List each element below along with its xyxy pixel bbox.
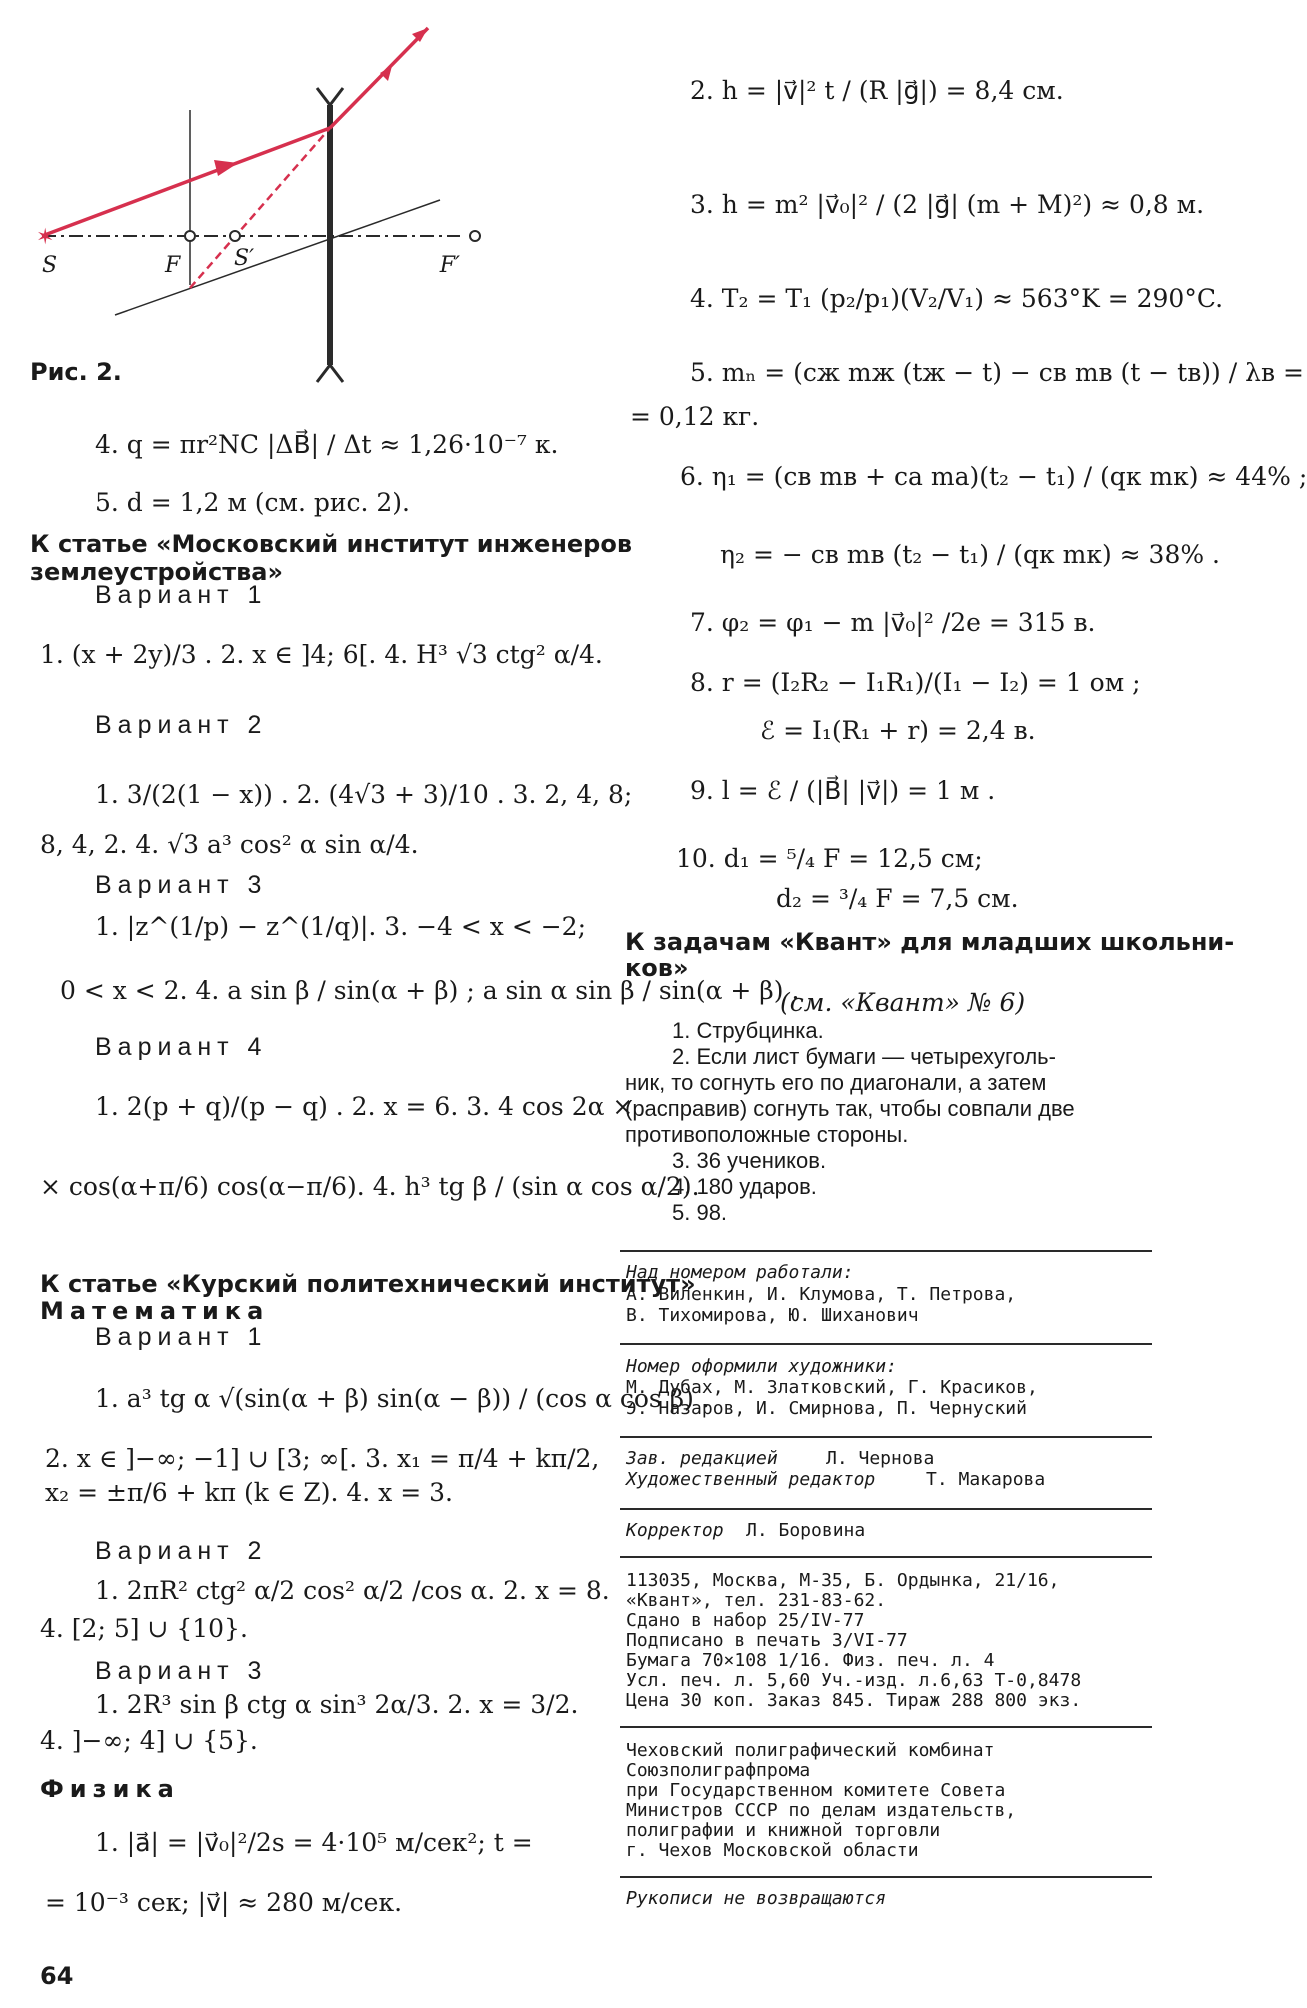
point-f bbox=[185, 231, 195, 241]
imprint-line-6: Усл. печ. л. 5,60 Уч.-изд. л.6,63 Т-0,8478 bbox=[626, 1670, 1082, 1691]
kvant-answer-3: 3. 36 учеников. bbox=[672, 1148, 827, 1173]
article-1-title-line-2: землеустройства» bbox=[30, 558, 283, 586]
kvant-answer-2-line-2: ник, то согнуть его по диагонали, а затем bbox=[625, 1070, 1047, 1095]
answer-r4: 4. T₂ = T₁ (p₂/p₁)(V₂/V₁) ≈ 563°K = 290°C. bbox=[690, 284, 1224, 313]
variant-2-line-2: 8, 4, 2. 4. √3 a³ cos² α sin α/4. bbox=[40, 830, 419, 859]
staff-line-2: В. Тихомирова, Ю. Шиханович bbox=[626, 1305, 919, 1326]
editor-2-role: Художественный редактор bbox=[626, 1469, 876, 1490]
incident-ray bbox=[42, 128, 330, 236]
answer-4: 4. q = πr²NC |ΔB⃗| / Δt ≈ 1,26·10⁻⁷ к. bbox=[95, 430, 559, 459]
printer-line-4: Министров СССР по делам издательств, bbox=[626, 1800, 1017, 1821]
refracted-arrow-head bbox=[380, 66, 392, 81]
variant-3-line-1: 1. |z^(1/p) − z^(1/q)|. 3. −4 < x < −2; bbox=[95, 912, 587, 941]
artists-line-1: М. Дубах, М. Златковский, Г. Красиков, bbox=[626, 1377, 1038, 1398]
variant-3-line-2: 0 < x < 2. 4. a sin β / sin(α + β) ; a sin α sin β / sin(α + β) . bbox=[60, 976, 800, 1005]
point-s-prime bbox=[230, 231, 240, 241]
divider-1 bbox=[620, 1250, 1152, 1252]
imprint-line-2: «Квант», тел. 231-83-62. bbox=[626, 1590, 887, 1611]
label-s: S bbox=[42, 253, 58, 278]
answer-r10-line-1: 10. d₁ = ⁵/₄ F = 12,5 см; bbox=[676, 844, 983, 873]
variant-4-line-1: 1. 2(p + q)/(p − q) . 2. x = 6. 3. 4 cos 2α × bbox=[95, 1092, 634, 1121]
label-s-prime: S′ bbox=[234, 246, 255, 271]
imprint-line-7: Цена 30 коп. Заказ 845. Тираж 288 800 экз. bbox=[626, 1690, 1082, 1711]
section-physics: Физика bbox=[40, 1775, 180, 1803]
figure-lines bbox=[42, 88, 460, 382]
divider-4 bbox=[620, 1508, 1152, 1510]
printer-line-1: Чеховский полиграфический комбинат bbox=[626, 1740, 995, 1761]
article-1-title-line-1: К статье «Московский институт инженеров bbox=[30, 530, 633, 558]
answer-r5-line-1: 5. mₙ = (cж mж (tж − t) − cв mв (t − tв)) / λв = bbox=[690, 358, 1304, 387]
variant-1-label: Вариант 1 bbox=[95, 581, 268, 609]
printer-line-2: Союзполиграфпрома bbox=[626, 1760, 811, 1781]
answer-r2: 2. h = |v⃗|² t / (R |g⃗|) = 8,4 см. bbox=[690, 76, 1064, 105]
imprint-line-5: Бумага 70×108 1/16. Физ. печ. л. 4 bbox=[626, 1650, 995, 1671]
kursk-variant-3-line-2: 4. ]−∞; 4] ∪ {5}. bbox=[40, 1726, 258, 1755]
kvant-answer-2-line-4: противоположные стороны. bbox=[625, 1122, 909, 1147]
physics-line-1: 1. |a⃗| = |v⃗₀|²/2s = 4·10⁵ м/сек²; t = bbox=[95, 1828, 533, 1857]
kursk-variant-3-line-1: 1. 2R³ sin β ctg α sin³ 2α/3. 2. x = 3/2. bbox=[95, 1690, 579, 1719]
corrector-name: Л. Боровина bbox=[746, 1520, 866, 1541]
variant-2-line-1: 1. 3/(2(1 − x)) . 2. (4√3 + 3)/10 . 3. 2, 4, 8; bbox=[95, 780, 633, 809]
lens-bottom-arrow bbox=[317, 365, 343, 382]
physics-line-2: = 10⁻³ сек; |v⃗| ≈ 280 м/сек. bbox=[45, 1888, 403, 1917]
section-math: Математика bbox=[40, 1297, 270, 1325]
variant-4-label: Вариант 4 bbox=[95, 1033, 268, 1061]
kursk-variant-3-label: Вариант 3 bbox=[95, 1657, 268, 1685]
kvant-title-line-2: ков» bbox=[625, 954, 689, 982]
figure-caption: Рис. 2. bbox=[30, 358, 122, 386]
answer-r8-line-1: 8. r = (I₂R₂ − I₁R₁)/(I₁ − I₂) = 1 ом ; bbox=[690, 668, 1141, 697]
answer-r6-line-1: 6. η₁ = (cв mв + cа mа)(t₂ − t₁) / (qк mк) ≈ 44% ; bbox=[680, 462, 1307, 491]
answer-r5-line-2: = 0,12 кг. bbox=[630, 402, 760, 431]
artists-line-2: Э. Назаров, И. Смирнова, П. Чернуский bbox=[626, 1398, 1027, 1419]
page-number: 64 bbox=[40, 1962, 74, 1990]
kvant-answer-4: 4. 180 ударов. bbox=[672, 1174, 817, 1199]
answer-r8-line-2: ℰ = I₁(R₁ + r) = 2,4 в. bbox=[760, 716, 1036, 745]
answer-r9: 9. l = ℰ / (|B⃗| |v⃗|) = 1 м . bbox=[690, 776, 996, 805]
kursk-variant-1-line-2: 2. x ∈ ]−∞; −1] ∪ [3; ∞[. 3. x₁ = π/4 + kπ/2, bbox=[45, 1444, 600, 1473]
kursk-variant-2-label: Вариант 2 bbox=[95, 1537, 268, 1565]
answer-r3: 3. h = m² |v⃗₀|² / (2 |g⃗| (m + M)²) ≈ 0,8 м. bbox=[690, 190, 1205, 219]
label-f: F bbox=[165, 253, 181, 278]
printer-line-5: полиграфии и книжной торговли bbox=[626, 1820, 941, 1841]
source-star-icon: ✶ bbox=[36, 225, 55, 250]
editor-1-name: Л. Чернова bbox=[826, 1448, 935, 1469]
optics-figure bbox=[20, 10, 460, 380]
editor-2-name: Т. Макарова bbox=[926, 1469, 1046, 1490]
variant-3-label: Вариант 3 bbox=[95, 871, 268, 899]
answer-r10-line-2: d₂ = ³/₄ F = 7,5 см. bbox=[776, 884, 1019, 913]
answer-r7: 7. φ₂ = φ₁ − m |v⃗₀|² /2e = 315 в. bbox=[690, 608, 1096, 637]
imprint-line-1: 113035, Москва, М-35, Б. Ордынка, 21/16, bbox=[626, 1570, 1060, 1591]
divider-5 bbox=[620, 1556, 1152, 1558]
staff-line-1: А. Виленкин, И. Клумова, Т. Петрова, bbox=[626, 1284, 1017, 1305]
kvant-answer-2-line-1: 2. Если лист бумаги — четырехуголь- bbox=[672, 1044, 1056, 1069]
divider-3 bbox=[620, 1436, 1152, 1438]
article-2-title: К статье «Курский политехнический институт» bbox=[40, 1270, 696, 1298]
staff-title: Над номером работали: bbox=[626, 1262, 854, 1283]
label-f-prime: F′ bbox=[439, 253, 460, 278]
kursk-variant-1-line-1: 1. a³ tg α √(sin(α + β) sin(α − β)) / (cos α cos β) . bbox=[95, 1384, 710, 1413]
lens-top-arrow bbox=[317, 88, 343, 105]
kursk-variant-2-line-2: 4. [2; 5] ∪ {10}. bbox=[40, 1614, 248, 1643]
imprint-line-4: Подписано в печать 3/VI-77 bbox=[626, 1630, 908, 1651]
kursk-variant-1-line-3: x₂ = ±π/6 + kπ (k ∈ Z). 4. x = 3. bbox=[45, 1478, 453, 1507]
kvant-answer-1: 1. Струбцинка. bbox=[672, 1018, 824, 1043]
kvant-answer-2-line-3: (расправив) согнуть так, чтобы совпали две bbox=[625, 1096, 1075, 1121]
divider-2 bbox=[620, 1343, 1152, 1345]
divider-7 bbox=[620, 1876, 1152, 1878]
answer-r6-line-2: η₂ = − cв mв (t₂ − t₁) / (qк mк) ≈ 38% . bbox=[720, 540, 1220, 569]
answer-5: 5. d = 1,2 м (см. рис. 2). bbox=[95, 488, 411, 517]
refracted-ray bbox=[330, 28, 428, 128]
corrector-role: Корректор bbox=[626, 1520, 724, 1541]
variant-1-answers: 1. (x + 2y)/3 . 2. x ∈ ]4; 6[. 4. H³ √3 ctg² α/4. bbox=[40, 640, 603, 669]
printer-line-3: при Государственном комитете Совета bbox=[626, 1780, 1006, 1801]
imprint-line-3: Сдано в набор 25/IV-77 bbox=[626, 1610, 865, 1631]
variant-2-label: Вариант 2 bbox=[95, 711, 268, 739]
kvant-answer-5: 5. 98. bbox=[672, 1200, 728, 1225]
kursk-variant-1-label: Вариант 1 bbox=[95, 1323, 268, 1351]
kvant-title-line-1: К задачам «Квант» для младших школьни- bbox=[625, 928, 1235, 956]
kvant-reference: (см. «Квант» № 6) bbox=[780, 988, 1026, 1017]
variant-4-line-2: × cos(α+π/6) cos(α−π/6). 4. h³ tg β / (sin α cos α/2). bbox=[40, 1172, 700, 1201]
manuscripts-notice: Рукописи не возвращаются bbox=[626, 1888, 887, 1909]
point-f-prime bbox=[470, 231, 480, 241]
artists-title: Номер оформили художники: bbox=[626, 1356, 897, 1377]
printer-line-6: г. Чехов Московской области bbox=[626, 1840, 919, 1861]
editor-1-role: Зав. редакцией bbox=[626, 1448, 778, 1469]
kursk-variant-2-line-1: 1. 2πR² ctg² α/2 cos² α/2 /cos α. 2. x = 8. bbox=[95, 1576, 610, 1605]
divider-6 bbox=[620, 1726, 1152, 1728]
auxiliary-line bbox=[115, 200, 440, 315]
